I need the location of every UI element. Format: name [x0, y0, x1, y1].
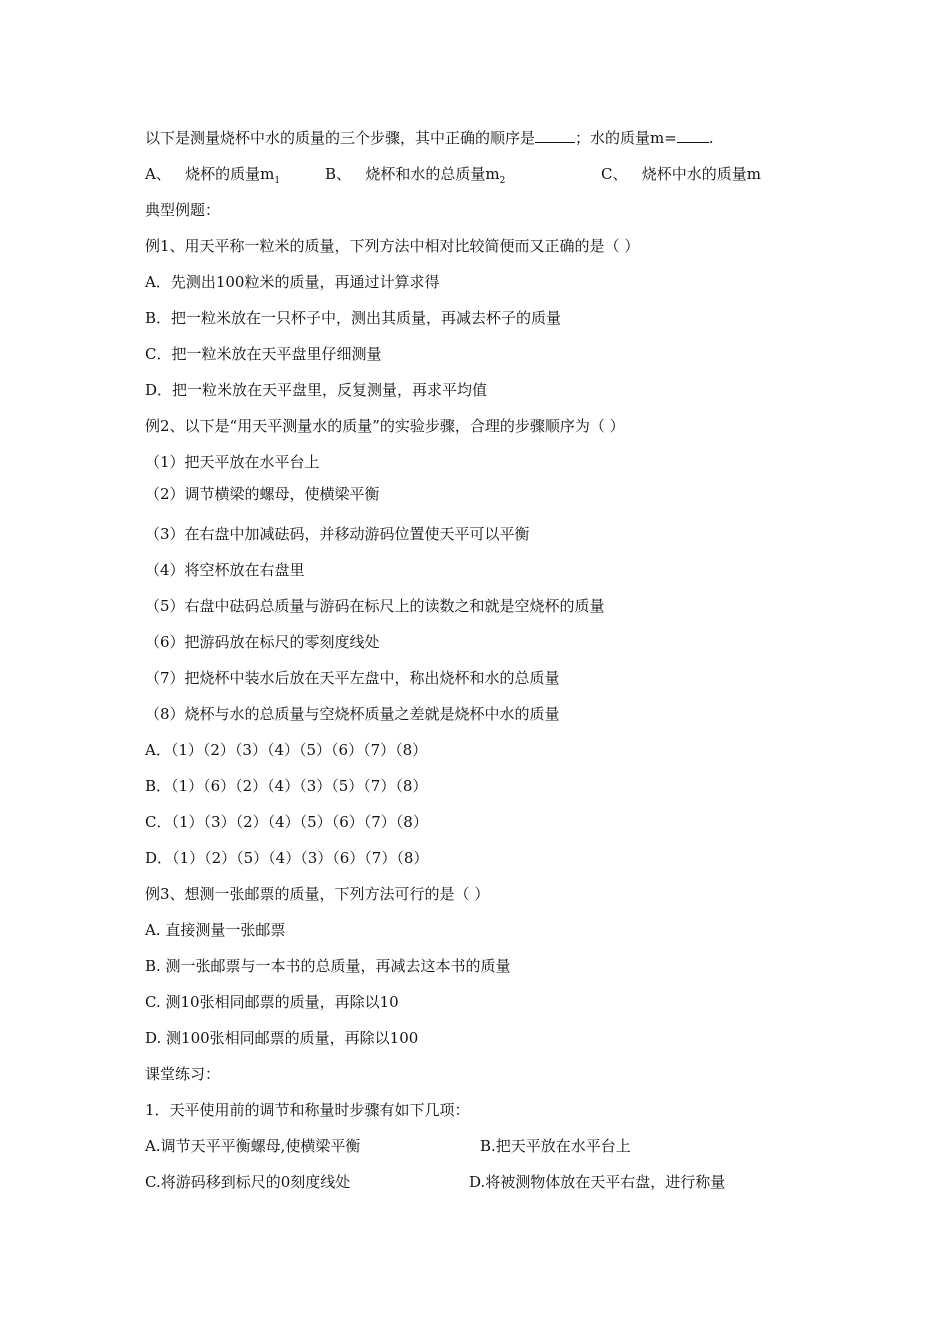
example3-option-c: C. 测10张相同邮票的质量，再除以10 — [145, 993, 399, 1011]
example2-step-6: （6）把游码放在标尺的零刻度线处 — [145, 633, 380, 651]
intro-question — [145, 128, 714, 148]
intro-option-a-sub: 1 — [274, 176, 281, 186]
intro-option-c — [601, 164, 761, 184]
section-practice-heading: 课堂练习： — [145, 1065, 221, 1083]
intro-option-b-label: B、 — [325, 165, 352, 183]
example1-option-c: C．把一粒米放在天平盘里仔细测量 — [145, 345, 382, 363]
intro-option-a-text: 烧杯的质量m — [185, 165, 275, 183]
practice1-option-b: B.把天平放在水平台上 — [480, 1137, 631, 1155]
section-examples-heading: 典型例题： — [145, 201, 221, 219]
example2-option-c: C．（1）（3）（2）（4）（5）（6）（7）（8） — [145, 813, 428, 831]
intro-question-part2: ；水的质量m= — [575, 129, 677, 147]
example1-option-b: B．把一粒米放在一只杯子中，测出其质量，再减去杯子的质量 — [145, 309, 562, 327]
intro-option-c-label: C、 — [601, 165, 628, 183]
example2-step-3: （3）在右盘中加减砝码，并移动游码位置使天平可以平衡 — [145, 525, 530, 543]
example2-option-a: A．（1）（2）（3）（4）（5）（6）（7）（8） — [145, 741, 428, 759]
example1-option-d: D．把一粒米放在天平盘里，反复测量，再求平均值 — [145, 381, 488, 399]
example3-option-d: D. 测100张相同邮票的质量，再除以100 — [145, 1029, 419, 1047]
example2-step-8: （8）烧杯与水的总质量与空烧杯质量之差就是烧杯中水的质量 — [145, 705, 560, 723]
example3-option-a: A. 直接测量一张邮票 — [145, 921, 286, 939]
intro-option-b-sub: 2 — [499, 176, 506, 186]
practice1-option-c: C.将游码移到标尺的0刻度线处 — [145, 1173, 351, 1191]
intro-question-end: . — [708, 129, 714, 147]
example2-option-b: B．（1）（6）（2）（4）（3）（5）（7）（8） — [145, 777, 428, 795]
practice1-option-a: A.调节天平平衡螺母,使横梁平衡 — [145, 1137, 361, 1155]
example2-step-5: （5）右盘中砝码总质量与游码在标尺上的读数之和就是空烧杯的质量 — [145, 597, 605, 615]
order-answer-blank — [535, 128, 575, 143]
example2-step-2: （2）调节横梁的螺母，使横梁平衡 — [145, 485, 380, 503]
mass-answer-blank — [677, 128, 709, 143]
example2-option-d: D．（1）（2）（5）（4）（3）（6）（7）（8） — [145, 849, 429, 867]
intro-option-a-label: A、 — [145, 165, 171, 183]
intro-option-b — [325, 164, 505, 191]
intro-question-part1: 以下是测量烧杯中水的质量的三个步骤，其中正确的顺序是 — [145, 129, 536, 147]
example1-question: 例1、用天平称一粒米的质量，下列方法中相对比较简便而又正确的是（ ） — [145, 237, 640, 255]
example2-step-7: （7）把烧杯中装水后放在天平左盘中，称出烧杯和水的总质量 — [145, 669, 560, 687]
practice1-option-d: D.将被测物体放在天平右盘，进行称量 — [469, 1173, 726, 1191]
example3-question: 例3、想测一张邮票的质量，下列方法可行的是（ ） — [145, 885, 490, 903]
practice1-question: 1．天平使用前的调节和称量时步骤有如下几项： — [145, 1101, 470, 1119]
example2-step-1: （1）把天平放在水平台上 — [145, 453, 320, 471]
example2-question: 例2、以下是“用天平测量水的质量”的实验步骤，合理的步骤顺序为（ ） — [145, 417, 625, 435]
intro-option-c-text: 烧杯中水的质量m — [641, 165, 762, 183]
example1-option-a: A．先测出100粒米的质量，再通过计算求得 — [145, 273, 440, 291]
example3-option-b: B. 测一张邮票与一本书的总质量，再减去这本书的质量 — [145, 957, 511, 975]
intro-option-a — [145, 164, 280, 191]
example2-step-4: （4）将空杯放在右盘里 — [145, 561, 305, 579]
intro-option-b-text: 烧杯和水的总质量m — [365, 165, 500, 183]
